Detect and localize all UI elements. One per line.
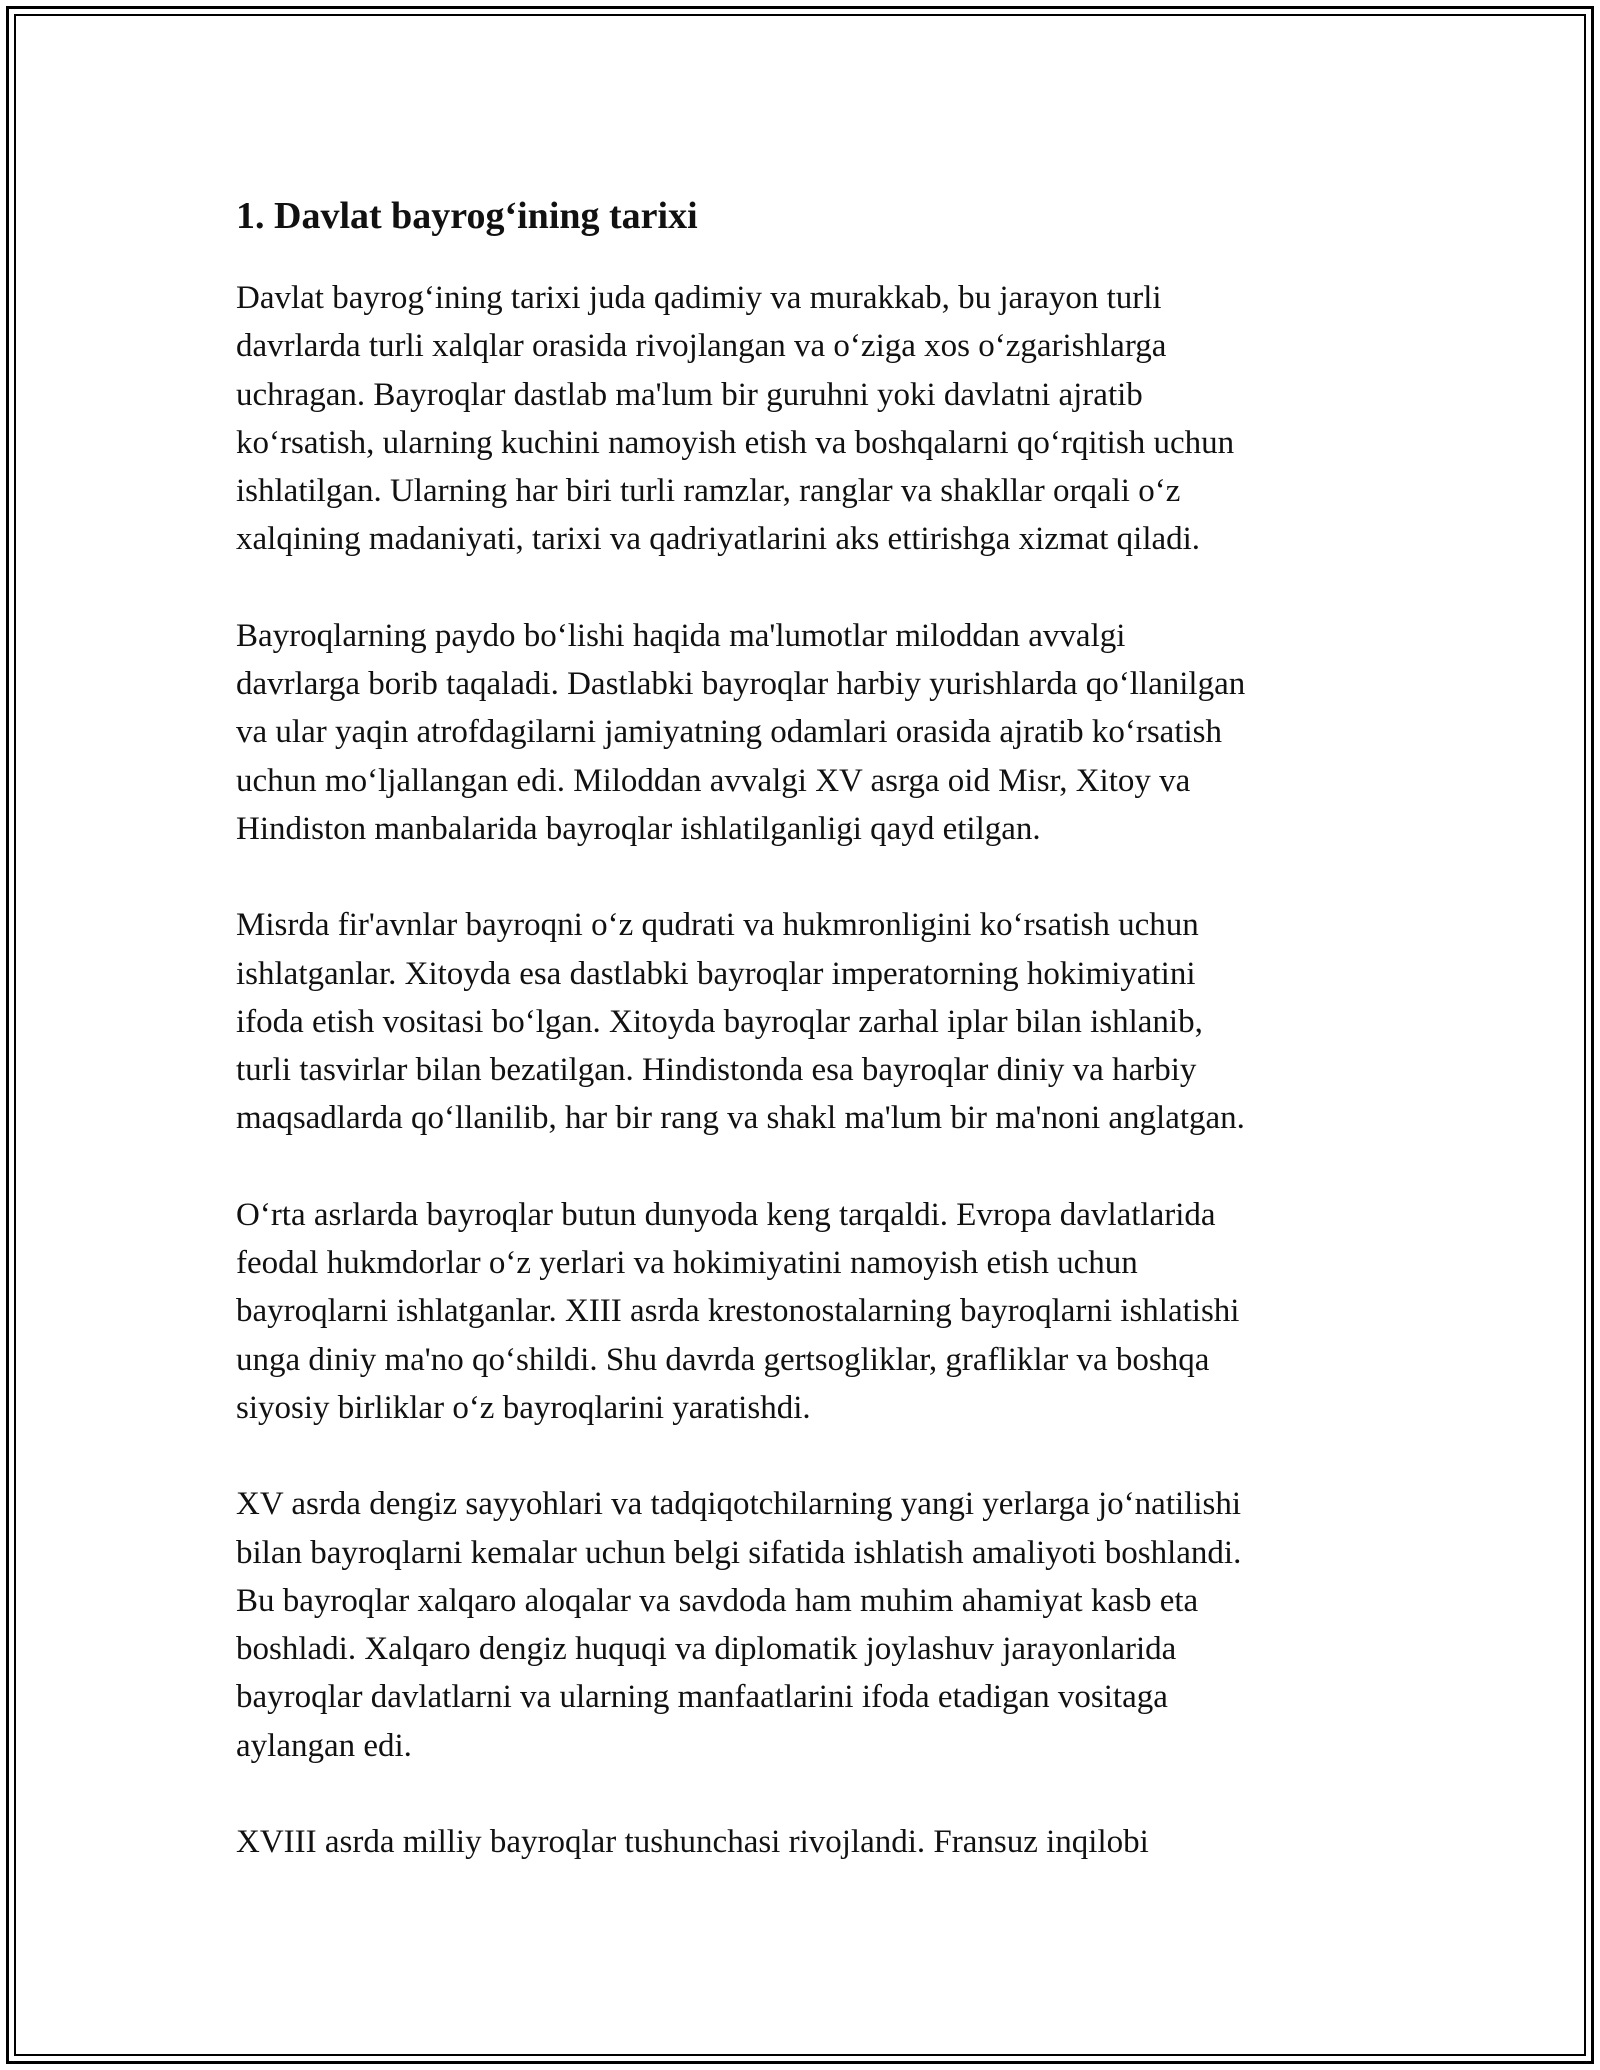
text-line: bayroqlarni ishlatganlar. XIII asrda krestonostalarning bayroqlarni ishlatishi [236, 1293, 1240, 1330]
text-line: Hindiston manbalarida bayroqlar ishlatilganligi qayd etilgan. [236, 810, 1041, 847]
text-line: O‘rta asrlarda bayroqlar butun dunyoda keng tarqaldi. Evropa davlatlarida [236, 1196, 1216, 1233]
text-line: turli tasvirlar bilan bezatilgan. Hindistonda esa bayroqlar diniy va harbiy [236, 1052, 1197, 1089]
text-line: Davlat bayrog‘ining tarixi juda qadimiy va murakkab, bu jarayon turli [236, 280, 1162, 316]
text-line: davrlarda turli xalqlar orasida rivojlangan va o‘ziga xos o‘zgarishlarga [236, 328, 1167, 365]
text-line: uchragan. Bayroqlar dastlab ma'lum bir guruhni yoki davlatni ajratib [236, 376, 1143, 413]
text-line: ifoda etish vositasi bo‘lgan. Xitoyda bayroqlar zarhal iplar bilan ishlanib, [236, 1003, 1203, 1040]
text-line: ishlatilgan. Ularning har biri turli ramzlar, ranglar va shakllar orqali o‘z [236, 473, 1181, 510]
text-line: siyosiy birliklar o‘z bayroqlarini yaratishdi. [236, 1389, 811, 1426]
text-line: davrlarga borib taqaladi. Dastlabki bayroqlar harbiy yurishlarda qo‘llanilgan [236, 666, 1246, 703]
document-body [236, 186, 1366, 1914]
body-paragraph [236, 1480, 1366, 1770]
text-line: Misrda fir'avnlar bayroqni o‘z qudrati va hukmronligini ko‘rsatish uchun [236, 907, 1199, 944]
text-line: aylangan edi. [236, 1727, 412, 1764]
text-line: ko‘rsatish, ularning kuchini namoyish etish va boshqalarni qo‘rqitish uchun [236, 424, 1235, 461]
text-line: Bayroqlarning paydo bo‘lishi haqida ma'lumotlar miloddan avvalgi [236, 617, 1126, 654]
text-line: bilan bayroqlarni kemalar uchun belgi sifatida ishlatish amaliyoti boshlandi. [236, 1534, 1242, 1571]
text-line: xalqining madaniyati, tarixi va qadriyatlarini aks ettirishga xizmat qiladi. [236, 521, 1201, 558]
body-paragraph [236, 274, 1366, 564]
text-line: va ular yaqin atrofdagilarni jamiyatning odamlari orasida ajratib ko‘rsatish [236, 714, 1223, 751]
body-paragraph [236, 901, 1366, 1142]
text-line: ishlatganlar. Xitoyda esa dastlabki bayroqlar imperatorning hokimiyatini [236, 955, 1196, 992]
paragraph-list [236, 274, 1366, 1866]
body-paragraph [236, 1818, 1366, 1866]
section-heading: 1. Davlat bayrog‘ining tarixi [236, 195, 698, 237]
body-paragraph [236, 1191, 1366, 1432]
body-paragraph [236, 612, 1366, 853]
text-line: bayroqlar davlatlarni va ularning manfaatlarini ifoda etadigan vositaga [236, 1679, 1168, 1716]
text-line: uchun mo‘ljallangan edi. Miloddan avvalgi XV asrga oid Misr, Xitoy va [236, 762, 1191, 799]
text-line: XV asrda dengiz sayyohlari va tadqiqotchilarning yangi yerlarga jo‘natilishi [236, 1486, 1242, 1523]
text-line: Bu bayroqlar xalqaro aloqalar va savdoda ham muhim ahamiyat kasb eta [236, 1582, 1199, 1619]
text-line: maqsadlarda qo‘llanilib, har bir rang va shakl ma'lum bir ma'noni anglatgan. [236, 1100, 1245, 1137]
text-line: boshladi. Xalqaro dengiz huquqi va diplomatik joylashuv jarayonlarida [236, 1631, 1177, 1668]
text-line: feodal hukmdorlar o‘z yerlari va hokimiyatini namoyish etish uchun [236, 1245, 1138, 1282]
text-line: XVIII asrda milliy bayroqlar tushunchasi rivojlandi. Fransuz inqilobi [236, 1824, 1149, 1861]
text-line: unga diniy ma'no qo‘shildi. Shu davrda gertsogliklar, grafliklar va boshqa [236, 1341, 1210, 1378]
